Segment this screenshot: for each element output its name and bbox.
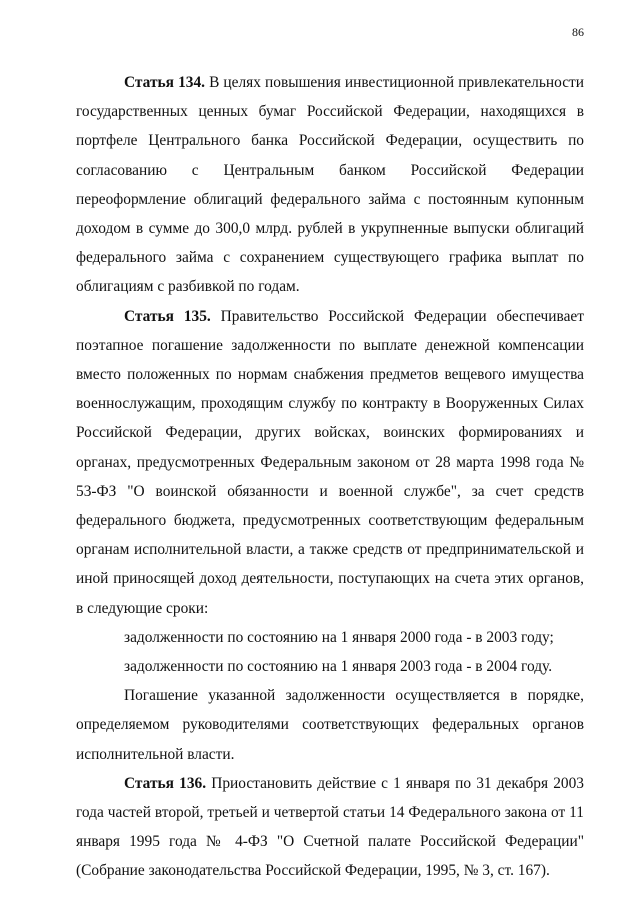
debt-schedule-item-2003: [76, 652, 584, 681]
debt-schedule-item-2000-text: задолженности по состоянию на 1 января 2000 года - в 2003 году;: [124, 628, 554, 646]
article-136-paragraph: [76, 769, 584, 886]
debt-schedule-item-2000: [76, 623, 584, 652]
debt-schedule-item-2003-text: задолженности по состоянию на 1 января 2003 года - в 2004 году.: [124, 658, 553, 676]
page-number: 86: [572, 25, 584, 39]
article-135-label: Статья 135.: [124, 307, 211, 325]
article-136-text: Приостановить действие с 1 января по 31 декабря 2003 года частей второй, третьей и четвертой статьи 14 Федерального закона от 11 января 1995 года № 4-ФЗ "О Счетной палате Российской Федерации" (Собрание законодательства Российской Федерации, 1995, № 3, ст. 167).: [76, 774, 584, 880]
article-134-label: Статья 134.: [124, 74, 205, 91]
document-body: [76, 68, 584, 886]
repayment-procedure-text: Погашение указанной задолженности осуществляется в порядке, определяемом руководителями соответствующих федеральных органов исполнительной власти.: [76, 687, 584, 763]
article-134-paragraph: [76, 68, 584, 302]
repayment-procedure-paragraph: [76, 681, 584, 769]
article-135-paragraph: [76, 302, 584, 623]
article-134-text: В целях повышения инвестиционной привлекательности государственных ценных бумаг Российской Федерации, находящихся в портфеле Центрального банка Российской Федерации, осуществить по согласованию с Центральным банком Российской Федерации переоформление облигаций федерального займа с постоянным купонным доходом в сумме до 300,0 млрд. рублей в укрупненные выпуски облигаций федерального займа с сохранением существующего графика выплат по облигациям с разбивкой по годам.: [76, 74, 584, 296]
article-135-text: Правительство Российской Федерации обеспечивает поэтапное погашение задолженности по выплате денежной компенсации вместо положенных по нормам снабжения предметов вещевого имущества военнослужащим, проходящим службу по контракту в Вооруженных Силах Российской Федерации, других войсках, воинских формированиях и органах, предусмотренных Федеральным законом от 28 марта 1998 года № 53-ФЗ "О воинской обязанности и военной службе", за счет средств федерального бюджета, предусмотренных соответствующим федеральным органам исполнительной власти, а также средств от предпринимательской и иной приносящей доход деятельности, поступающих на счета этих органов, в следующие сроки:: [76, 307, 584, 617]
article-136-label: Статья 136.: [124, 774, 207, 792]
